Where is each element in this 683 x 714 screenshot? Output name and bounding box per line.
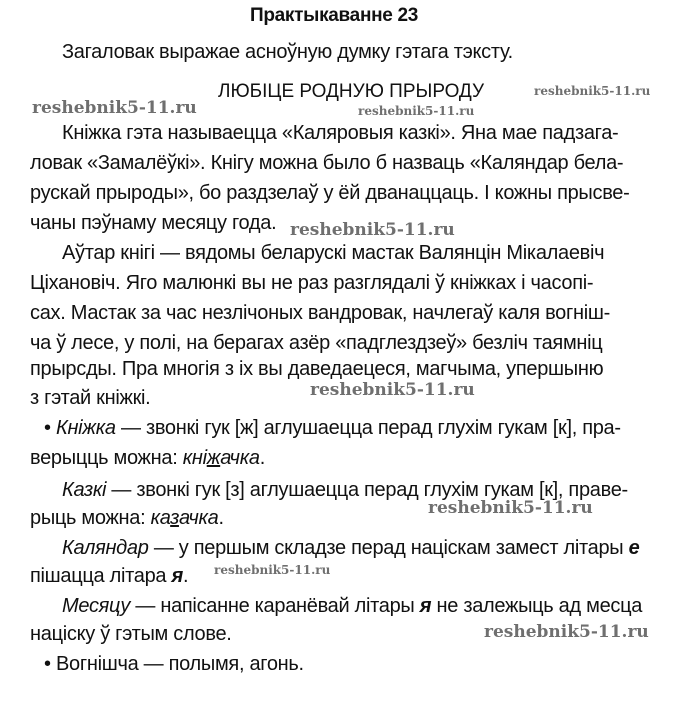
note-text: — звонкі гук [з] аглушаецца перад глухім гукам [к], праве- [106,479,628,501]
note-text: — напісанне каранёвай літары [130,595,420,617]
note-vohnishcha [44,652,304,676]
bullet: • [44,417,51,439]
note-end: . [183,565,189,587]
note-kaliandar [62,536,639,560]
watermark: reshebnik5-11.ru [534,84,651,98]
paragraph2-line: прырсды. Пра многія з іх вы даведаецеся, магчыма, упершыню [30,358,604,380]
watermark: reshebnik5-11.ru [214,563,331,577]
text-title: ЛЮБІЦЕ РОДНУЮ ПРЫРОДУ [218,81,485,102]
note-text: — у першым складзе перад націскам замест літары [148,537,629,559]
paragraph2-line: сах. Мастак за час незлічоных вандровак, начлегаў каля вогніш- [30,302,610,324]
check-word-part: ачка [220,447,260,469]
watermark: reshebnik5-11.ru [290,220,455,240]
note-text: верыцць можна: [30,447,183,469]
note-miesiacu-cont: націску ў гэтым слове. [30,623,232,645]
paragraph1-line: Кніжка гэта называецца «Каляровыя казкі». Яна мае падзага- [62,122,619,144]
note-text: пішацца літара [30,565,172,587]
watermark: reshebnik5-11.ru [358,104,475,118]
check-word [183,447,260,469]
watermark: reshebnik5-11.ru [484,622,649,642]
check-letter: ж [206,447,221,469]
note-word: Кніжка [55,417,116,439]
note-kaliandar-cont [30,564,188,588]
intro-line: Загаловак выражае асноўную думку гэтага тэксту. [62,41,513,63]
paragraph2-line: Ціхановіч. Яго малюнкі вы не раз разглядалі ў кніжках і часопі- [30,272,594,294]
check-word-part: кні [182,447,207,469]
bullet: • [44,653,51,675]
note-letter: я [171,565,183,587]
note-kniazhka [44,416,621,440]
paragraph1-line: рускай прыроды», бо раздзелаў у ёй дванаццаць. І кожны прысве- [30,182,630,204]
note-kazki-cont [30,506,224,530]
check-word [151,507,219,529]
exercise-heading: Практыкаванне 23 [250,5,419,26]
watermark: reshebnik5-11.ru [428,498,593,518]
note-miesiacu [62,594,642,618]
watermark: reshebnik5-11.ru [310,380,475,400]
paragraph1-line: ловак «Замалёўкі». Кнігу можна было б назваць «Каляндар бела- [30,152,624,174]
note-end: . [259,447,265,469]
note-letter: я [419,595,432,617]
note-text: — звонкі гук [ж] аглушаецца перад глухім гукам [к], пра- [115,417,621,439]
check-word-part: ка [150,507,171,529]
note-word: Казкі [62,479,107,501]
note-word: Каляндар [62,537,149,559]
note-end: . [218,507,224,529]
note-text: Вогнішча — полымя, агонь. [55,653,304,675]
paragraph2-line: Аўтар кнігі — вядомы беларускі мастак Валянцін Мікалаевіч [62,242,605,264]
check-letter: з [170,507,179,529]
check-word-part: ачка [178,507,219,529]
note-kniazhka-cont [30,446,265,470]
paragraph1-line: чаны пэўнаму месяцу года. [30,212,277,234]
note-text: рыць можна: [30,507,151,529]
note-word: Месяцу [62,595,131,617]
note-text: не залежыць ад месца [431,595,643,617]
paragraph2-line: ча ў лесе, у полі, на берагах азёр «падглездзеў» безліч таямніц [30,332,603,354]
note-letter: е [628,537,640,559]
paragraph2-line: з гэтай кніжкі. [30,387,151,409]
watermark: reshebnik5-11.ru [32,98,197,118]
